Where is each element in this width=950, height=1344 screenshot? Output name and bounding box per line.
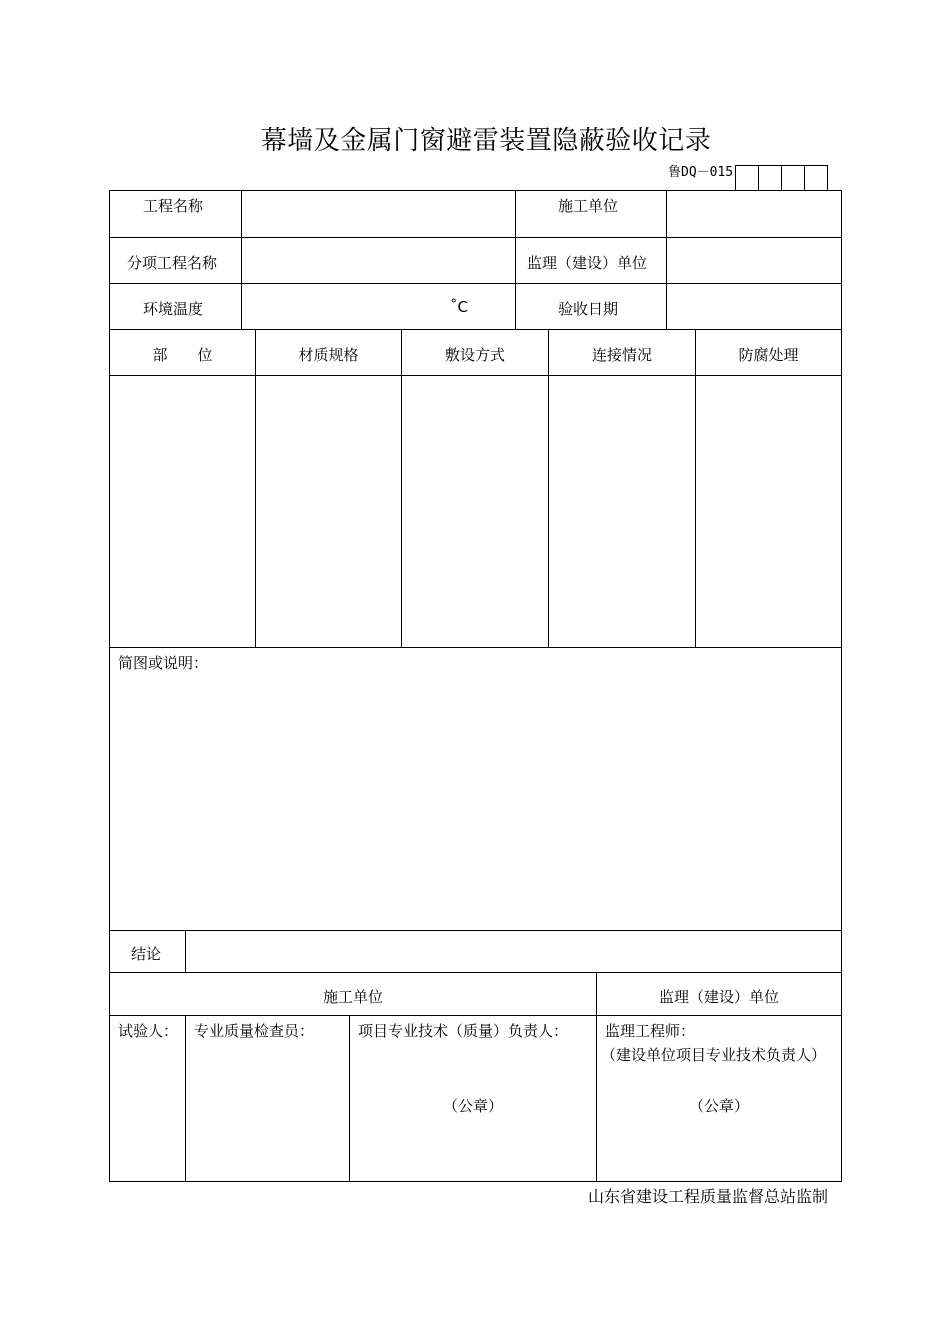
column-header-connection: 连接情况 — [591, 346, 652, 364]
sketch-label: 简图或说明： — [118, 654, 209, 672]
project-name-label: 工程名称 — [143, 197, 204, 215]
column-header-location: 部 位 — [152, 346, 213, 364]
row-line — [109, 375, 842, 376]
form-code: 鲁DQ－015 — [668, 165, 734, 180]
col-line — [255, 329, 256, 648]
code-box[interactable] — [804, 165, 828, 190]
column-header-material: 材质规格 — [298, 346, 359, 364]
table-border-right — [841, 190, 842, 1182]
col-line — [185, 1015, 186, 1182]
col-line — [548, 329, 549, 648]
sub-project-field[interactable] — [241, 238, 514, 283]
temperature-unit: ˚C — [450, 298, 468, 316]
owner-tech-leader-label: （建设单位项目专业技术负责人） — [601, 1046, 827, 1064]
acceptance-date-label: 验收日期 — [558, 300, 619, 318]
signature-construction-unit: 施工单位 — [322, 988, 383, 1006]
code-box[interactable] — [781, 165, 805, 190]
tech-leader-label: 项目专业技术（质量）负责人： — [358, 1022, 569, 1040]
sub-project-label: 分项工程名称 — [127, 254, 218, 272]
supervision-unit-field[interactable] — [667, 238, 840, 283]
column-header-laying: 敷设方式 — [444, 346, 505, 364]
project-name-field[interactable] — [241, 191, 514, 236]
row-line — [109, 1015, 842, 1016]
code-box[interactable] — [735, 165, 759, 190]
conclusion-label: 结论 — [131, 945, 162, 963]
row-line — [109, 972, 842, 973]
acceptance-date-field[interactable] — [667, 284, 840, 329]
col-line — [401, 329, 402, 648]
code-box[interactable] — [758, 165, 782, 190]
col-line — [515, 190, 516, 330]
official-seal-label: （公章） — [688, 1097, 749, 1115]
temperature-label: 环境温度 — [143, 300, 204, 318]
tester-label: 试验人： — [118, 1022, 179, 1040]
page-title: 幕墙及金属门窗避雷装置隐蔽验收记录 — [260, 126, 712, 156]
table-border-bottom — [109, 1181, 842, 1182]
form-code-boxes — [736, 165, 828, 190]
construction-unit-label: 施工单位 — [558, 197, 619, 215]
temperature-field[interactable] — [241, 284, 514, 329]
conclusion-field[interactable] — [186, 931, 840, 972]
col-line — [695, 329, 696, 648]
table-border-left — [109, 190, 110, 1182]
column-header-anticorrosion: 防腐处理 — [738, 346, 799, 364]
official-seal-label: （公章） — [442, 1097, 503, 1115]
construction-unit-field[interactable] — [667, 191, 840, 236]
row-line — [109, 329, 842, 330]
quality-inspector-label: 专业质量检查员： — [194, 1022, 315, 1040]
row-line — [109, 647, 842, 648]
footer-issuer: 山东省建设工程质量监督总站监制 — [588, 1187, 829, 1206]
supervising-engineer-label: 监理工程师： — [605, 1022, 696, 1040]
signature-supervision-unit: 监理（建设）单位 — [658, 988, 779, 1006]
supervision-unit-label: 监理（建设）单位 — [527, 254, 648, 272]
